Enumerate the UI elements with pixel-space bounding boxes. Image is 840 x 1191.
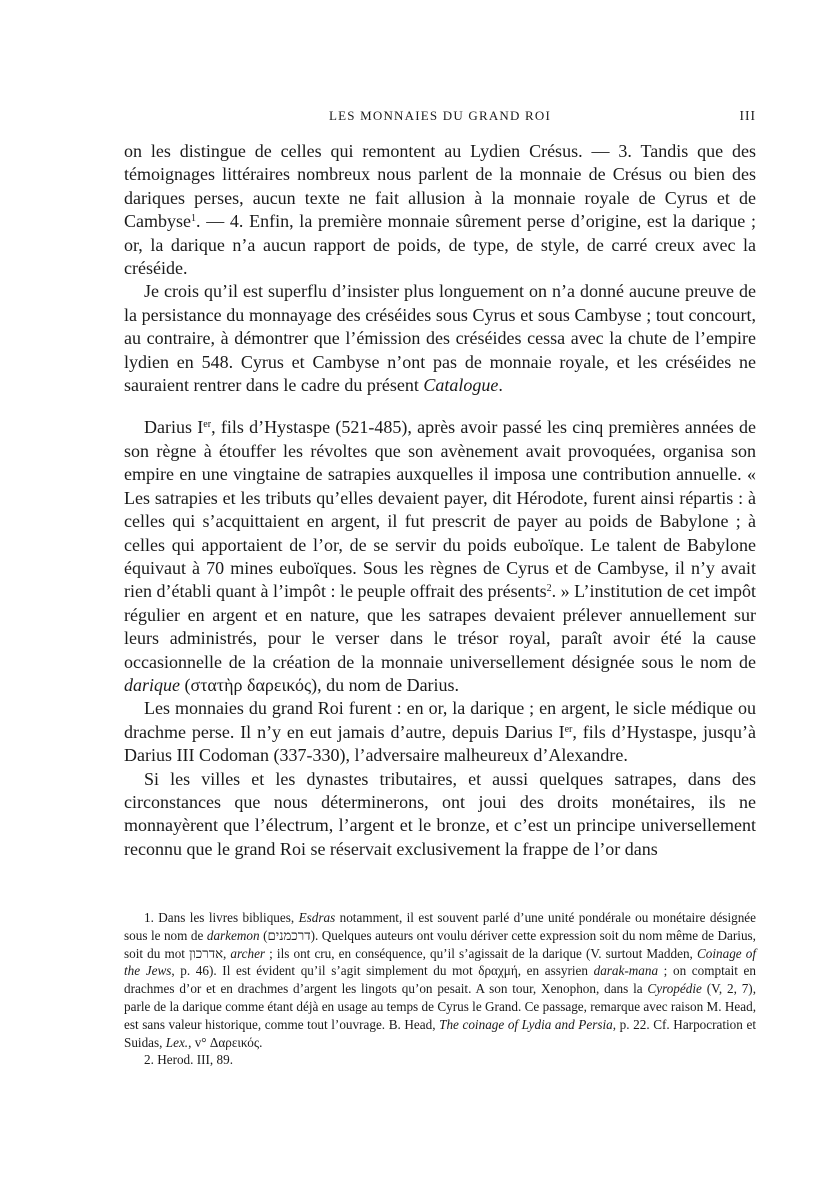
superscript-er: er xyxy=(203,419,212,431)
italic-run: darkemon xyxy=(206,927,260,943)
text-run: , fils d’Hystaspe (521-485), après avoir passé les cinq premières années de son règne à étouffer les révoltes que son avènement avait provoquées, organisa son empire en une vingtaine de satrapies auxquelles il imposa une contribution annuelle. « Les satrapies et les tributs qu’elles devaient payer, dit Hérodote, furent ainsi répartis : à celles qui s’acquittaient en argent, il fut prescrit de payer au poids de Babylone ; à celles qui apportaient de l’or, de se servir du poids euboïque. Le talent de Babylone équivaut à 70 mines euboïques. Sous les règnes de Cyrus et de Cambyse, il n’y avait rien d’établi quant à l’impôt : le peuple offrait des présents xyxy=(124,417,757,602)
paragraph-2 xyxy=(124,280,756,397)
italic-catalogue: Catalogue xyxy=(423,375,499,396)
text-run: ; ils ont cru, en conséquence, qu’il s’agissait de la darique (V. surtout Madden, xyxy=(265,945,697,961)
paragraph-1 xyxy=(124,140,756,280)
text-run: (V, 2, 7), parle de la darique comme étant déjà en usage au temps de Cyrus le Grand. Ce passage, remarque avec raison M. Head, est sans valeur historique, comme tout l’ouvrage. B. Head, xyxy=(124,981,757,1032)
text-run: , v° Δαρεικός. xyxy=(188,1034,263,1050)
footnote-ref-1: 1 xyxy=(191,213,196,225)
running-header xyxy=(124,108,756,128)
text-run: . » L’institution de cet impôt régulier en argent et en nature, que les satrapes devaient prélever annuellement sur leurs administrés, pour le verser dans le trésor royal, paraît avoir été la cause occasionnelle de la création de la monnaie universellement désignée sous le nom de xyxy=(124,581,756,672)
text-run: (דרכמנים). Quelques auteurs ont voulu dériver cette expression soit du nom même de Darius, soit du mot אדרכון, xyxy=(124,927,756,961)
footnote-1 xyxy=(124,909,756,1051)
main-text xyxy=(124,140,756,861)
italic-run: Esdras xyxy=(298,910,336,925)
superscript-er: er xyxy=(564,723,573,735)
italic-run: Coinage of the Jews xyxy=(124,945,756,979)
text-run: on les distingue de celles qui remontent au Lydien Crésus. — 3. Tandis que des témoignages littéraires nombreux nous parlent de la monnaie de Crésus ou bien des dariques perses, aucun texte ne fait allusion à la monnaie royale de Cyrus et de Cambyse xyxy=(124,141,756,232)
paragraph-4 xyxy=(124,697,756,767)
italic-run: Lex. xyxy=(165,1034,189,1050)
paragraph-3 xyxy=(124,416,756,697)
text-run: 1. Dans les livres bibliques, xyxy=(144,910,299,925)
text-run: Je crois qu’il est superflu d’insister plus longuement on n’a donné aucune preuve de la persistance du monnayage des créséides sous Cyrus et sous Cambyse ; tout concourt, au contraire, à démontrer que l’émission des créséides cessa avec la chute de l’empire lydien en 548. Cyrus et Cambyse n’ont pas de monnaie royale, et les créséides ne sauraient rentrer dans le cadre du présent xyxy=(124,281,756,396)
italic-darique: darique xyxy=(124,674,180,695)
text-run: notamment, il est souvent parlé d’une unité pondérale ou monétaire désignée sous le nom de xyxy=(124,910,756,943)
text-run: ; on comptait en drachmes d’or et en drachmes d’argent les lingots qu’on pesait. A son tour, Xenophon, dans la xyxy=(124,963,756,997)
text-run: Les monnaies du grand Roi furent : en or, la darique ; en argent, le sicle médique ou drachme perse. Il n’y en eut jamais d’autre, depuis Darius I xyxy=(124,698,756,742)
running-title: LES MONNAIES DU GRAND ROI xyxy=(328,108,552,123)
paragraph-5: Si les villes et les dynastes tributaires, et aussi quelques satrapes, dans des circonstances que nous déterminerons, ont joui des droits monétaires, ils ne monnayèrent que l’électrum, l’argent et le bronze, et c’est un principe universellement reconnu que le grand Roi se réservait exclusivement la frappe de l’or dans xyxy=(124,768,756,859)
text-run: , p. 22. Cf. Harpocration et Suidas, xyxy=(124,1016,756,1050)
footnotes xyxy=(124,909,756,1069)
text-run: . — 4. Enfin, la première monnaie sûrement perse d’origine, est la darique ; or, la darique n’a aucun rapport de poids, de type, de style, de carré creux avec la créséide. xyxy=(124,211,756,279)
italic-run: Cyropédie xyxy=(647,981,702,997)
text-run: , fils d’Hystaspe, jusqu’à Darius III Codoman (337-330), l’adversaire malheureux d’Alexandre. xyxy=(124,721,756,766)
italic-run: The coinage of Lydia and Persia xyxy=(439,1016,613,1032)
text-run: Darius I xyxy=(144,417,204,438)
footnote-ref-2: 2 xyxy=(546,583,552,595)
text-run: (στατὴρ δαρεικός), du nom de Darius. xyxy=(180,674,460,695)
text-run: . xyxy=(498,375,503,396)
footnote-2: 2. Herod. III, 89. xyxy=(144,1052,233,1068)
italic-run: archer xyxy=(230,945,266,961)
text-run: , p. 46). Il est évident qu’il s’agit simplement du mot δραχμή, en assyrien xyxy=(171,963,594,979)
italic-run: darak-mana xyxy=(593,963,659,979)
page-number: III xyxy=(739,108,756,123)
